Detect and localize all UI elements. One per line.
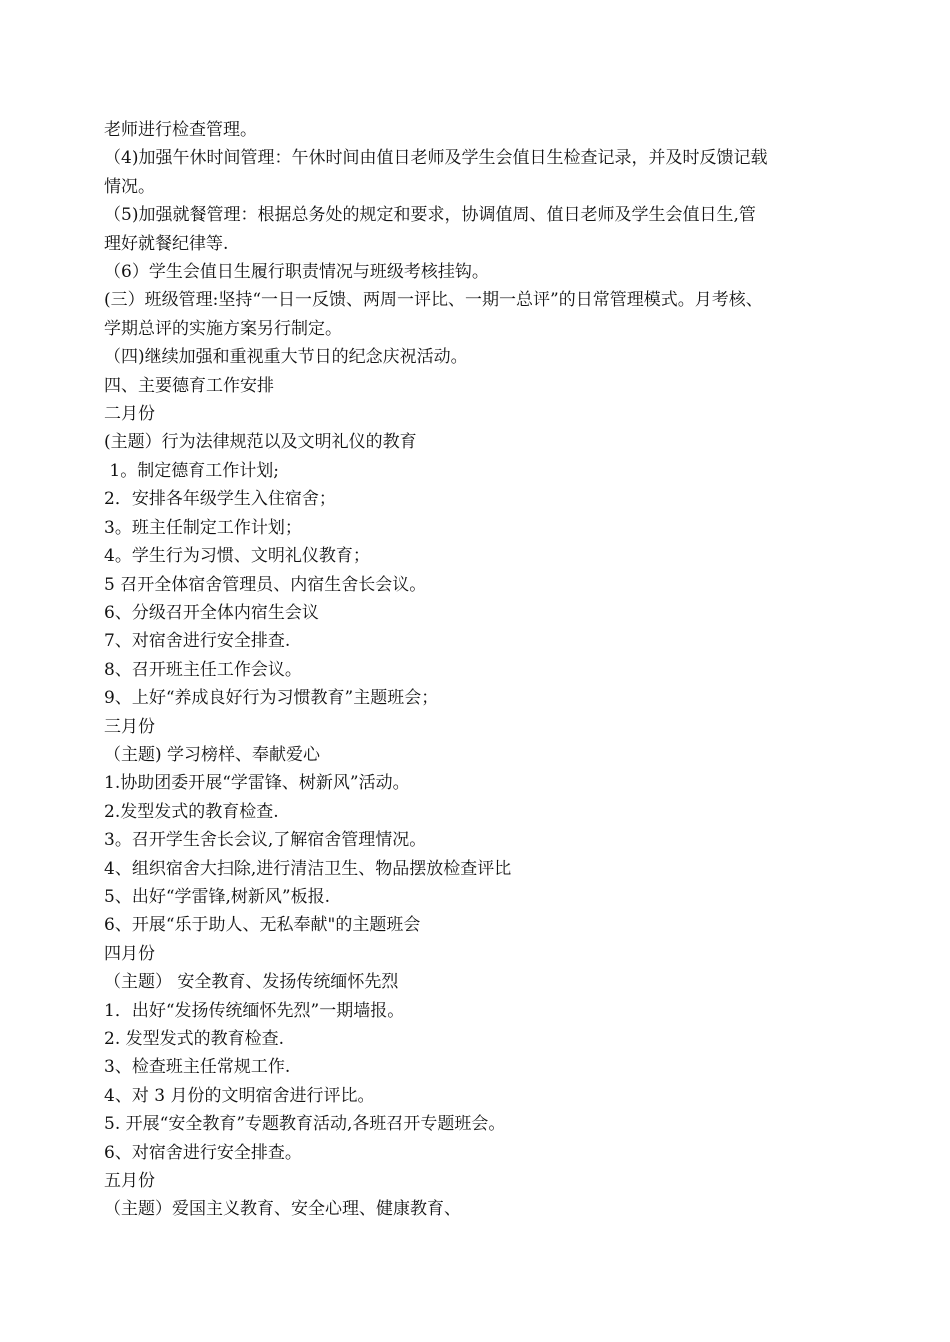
text-line: 情况。: [104, 176, 155, 197]
section-heading: 四、主要德育工作安排: [104, 375, 274, 396]
list-item: 6、分级召开全体内宿生会议: [104, 602, 319, 623]
list-item: 1。制定德育工作计划;: [104, 460, 279, 481]
list-item: 6、开展“乐于助人、无私奉献"的主题班会: [104, 915, 421, 936]
theme-line: (主题）行为法律规范以及文明礼仪的教育: [104, 432, 417, 453]
list-item: 5 召开全体宿舍管理员、内宿生舍长会议。: [104, 574, 427, 595]
text-line: （5)加强就餐管理：根据总务处的规定和要求，协调值周、值日老师及学生会值日生,管: [104, 205, 756, 226]
list-item: 7、对宿舍进行安全排查.: [104, 631, 291, 652]
list-item: 4、对 3 月份的文明宿舍进行评比。: [104, 1085, 375, 1106]
list-item: 5、出好“学雷锋,树新风”板报.: [104, 886, 331, 907]
list-item: 4、组织宿舍大扫除,进行清洁卫生、物品摆放检查评比: [104, 858, 512, 879]
month-heading: 五月份: [104, 1171, 155, 1192]
list-item: 1.协助团委开展“学雷锋、树新风”活动。: [104, 773, 410, 794]
list-item: 8、召开班主任工作会议。: [104, 659, 302, 680]
text-line: （4)加强午休时间管理：午休时间由值日老师及学生会值日生检查记录，并及时反馈记载: [104, 148, 768, 169]
list-item: 9、上好“养成良好行为习惯教育”主题班会；: [104, 688, 439, 709]
month-heading: 二月份: [104, 404, 155, 425]
theme-line: （主题) 学习榜样、奉献爱心: [104, 744, 321, 765]
list-item: 2.发型发式的教育检查.: [104, 801, 279, 822]
theme-line: （主题）爱国主义教育、安全心理、健康教育、: [104, 1199, 461, 1220]
theme-line: （主题） 安全教育、发扬传统缅怀先烈: [104, 972, 399, 993]
text-line: 理好就餐纪律等.: [104, 233, 229, 254]
list-item: 1．出好“发扬传统缅怀先烈”一期墙报。: [104, 1000, 405, 1021]
list-item: 4。学生行为习惯、文明礼仪教育；: [104, 546, 370, 567]
list-item: 6、对宿舍进行安全排查。: [104, 1142, 302, 1163]
text-line: (三）班级管理:坚持“一日一反馈、两周一评比、一期一总评”的日常管理模式。月考核、: [104, 290, 763, 311]
text-line: （四)继续加强和重视重大节日的纪念庆祝活动。: [104, 347, 468, 368]
list-item: 3、检查班主任常规工作.: [104, 1057, 291, 1078]
text-line: （6）学生会值日生履行职责情况与班级考核挂钩。: [104, 262, 489, 283]
list-item: 3。召开学生舍长会议,了解宿舍管理情况。: [104, 830, 427, 851]
list-item: 2．安排各年级学生入住宿舍；: [104, 489, 336, 510]
list-item: 3。班主任制定工作计划；: [104, 517, 302, 538]
list-item: 5. 开展“安全教育”专题教育活动,各班召开专题班会。: [104, 1114, 506, 1135]
document-body: [104, 116, 860, 1224]
month-heading: 四月份: [104, 943, 155, 964]
month-heading: 三月份: [104, 716, 155, 737]
text-line: 老师进行检查管理。: [104, 120, 257, 140]
list-item: 2. 发型发式的教育检查.: [104, 1029, 285, 1049]
text-line: 学期总评的实施方案另行制定。: [104, 318, 342, 339]
